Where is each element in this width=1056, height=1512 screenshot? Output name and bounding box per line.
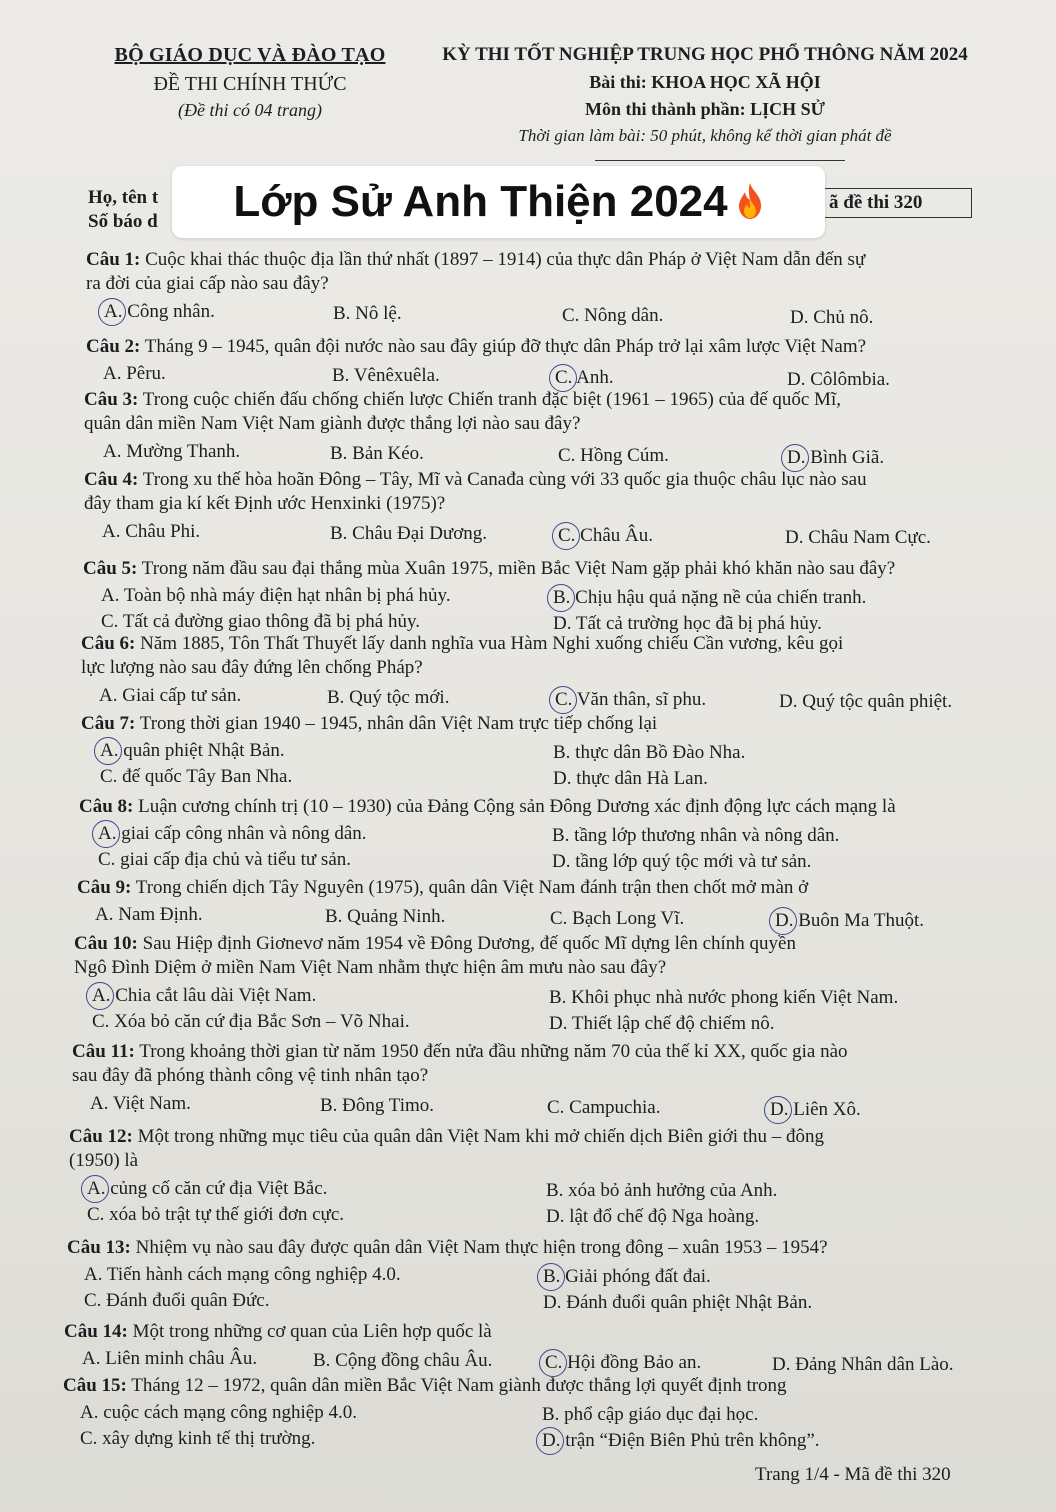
- answer-option-a: A. Việt Nam.: [90, 1093, 191, 1114]
- question-stem: [64, 1320, 492, 1344]
- question-2: [86, 335, 866, 359]
- question-text-continued: (1950) là: [69, 1150, 139, 1171]
- question-number: Câu 14:: [64, 1321, 128, 1342]
- answer-option-a: A. Mường Thanh.: [103, 441, 241, 462]
- question-number: Câu 13:: [67, 1237, 131, 1258]
- answer-option-b: B. Cộng đồng châu Âu.: [313, 1350, 493, 1371]
- answer-option-c-marked: C. Hội đồng Bảo an.: [545, 1352, 702, 1373]
- question-text-continued: sau đây đã phóng thành công vệ tinh nhân tạo?: [72, 1065, 429, 1086]
- page-count-note: (Đề thi có 04 trang): [178, 100, 322, 120]
- question-text: Sau Hiệp định Giơnevơ năm 1954 về Đông Dương, đế quốc Mĩ dựng lên chính quyền: [142, 933, 796, 954]
- question-number: Câu 6:: [81, 633, 136, 654]
- answer-option-d: D. tầng lớp quý tộc mới và tư sản.: [552, 851, 812, 872]
- answer-option-b: B. Đông Timo.: [320, 1095, 435, 1116]
- ministry-name: BỘ GIÁO DỤC VÀ ĐÀO TẠO: [114, 44, 386, 66]
- answer-option-c: C. Bạch Long Vĩ.: [550, 908, 685, 929]
- question-stem: [81, 712, 657, 736]
- question-text-continued: ra đời của giai cấp nào sau đây?: [86, 273, 329, 294]
- answer-option-d-marked: D. trận “Điện Biên Phủ trên không”.: [542, 1430, 820, 1451]
- question-stem: [77, 876, 808, 900]
- answer-option-d-marked: D. Liên Xô.: [770, 1099, 861, 1120]
- question-3: [84, 388, 841, 436]
- question-number: Câu 8:: [79, 796, 134, 817]
- answer-option-d-marked: D. Buôn Ma Thuột.: [775, 910, 925, 931]
- question-text-continued: Ngô Đình Diệm ở miền Nam Việt Nam nhằm thực hiện âm mưu nào sau đây?: [74, 957, 667, 978]
- question-text: Trong chiến dịch Tây Nguyên (1975), quân dân Việt Nam đánh trận then chốt mở màn ở: [135, 877, 809, 898]
- question-number: Câu 12:: [69, 1126, 133, 1147]
- question-text: Trong cuộc chiến đấu chống chiến lược Chiến tranh đặc biệt (1961 – 1965) của đế quốc Mĩ,: [142, 389, 841, 410]
- question-5: [83, 557, 895, 581]
- question-stem: [69, 1125, 824, 1149]
- answer-option-a-marked: A. củng cố căn cứ địa Việt Bắc.: [87, 1178, 328, 1199]
- question-text-continued: đây tham gia kí kết Định ước Henxinki (1975)?: [84, 493, 446, 514]
- answer-option-c-marked: C. Châu Âu.: [558, 525, 653, 546]
- question-number: Câu 2:: [86, 336, 141, 357]
- subject-name: Môn thi thành phần: LỊCH SỬ: [585, 99, 825, 119]
- answer-option-d: D. Tất cả trường học đã bị phá hủy.: [553, 613, 822, 634]
- question-text: Cuộc khai thác thuộc địa lần thứ nhất (1897 – 1914) của thực dân Pháp ở Việt Nam dẫn đến sự: [145, 249, 866, 270]
- answer-option-b: B. Nô lệ.: [333, 303, 402, 324]
- question-text-continued: quân dân miền Nam Việt Nam giành được thắng lợi nào sau đây?: [84, 413, 581, 434]
- answer-option-d: D. Đảng Nhân dân Lào.: [772, 1354, 954, 1375]
- exam-code-box: ã đề thi 320: [800, 188, 972, 218]
- question-11: [72, 1040, 848, 1088]
- question-stem: [83, 557, 895, 581]
- question-text-continued: lực lượng nào sau đây đứng lên chống Pháp?: [81, 657, 423, 678]
- answer-option-a: A. Liên minh châu Âu.: [82, 1348, 258, 1369]
- answer-option-a-marked: A. giai cấp công nhân và nông dân.: [98, 823, 367, 844]
- question-text: Trong năm đầu sau đại thắng mùa Xuân 1975, miền Bắc Việt Nam gặp phải khó khăn nào sau đây?: [141, 558, 896, 579]
- answer-option-c: C. Xóa bỏ căn cứ địa Bắc Sơn – Võ Nhai.: [92, 1011, 410, 1032]
- question-number: Câu 9:: [77, 877, 132, 898]
- answer-option-c: C. Nông dân.: [562, 305, 664, 326]
- question-14: [64, 1320, 492, 1344]
- answer-option-c: C. Tất cả đường giao thông đã bị phá hủy.: [101, 611, 421, 632]
- answer-option-d: D. thực dân Hà Lan.: [553, 768, 708, 789]
- answer-option-b: B. Khôi phục nhà nước phong kiến Việt Nam.: [549, 987, 899, 1008]
- answer-option-b: B. Vênêxuêla.: [332, 365, 440, 386]
- question-number: Câu 3:: [84, 389, 139, 410]
- answer-option-c: C. Hồng Cúm.: [558, 445, 669, 466]
- answer-option-c: C. giai cấp địa chủ và tiểu tư sản.: [98, 849, 352, 870]
- answer-option-a: A. Nam Định.: [95, 904, 203, 925]
- answer-option-b: B. Quảng Ninh.: [325, 906, 446, 927]
- question-1: [86, 248, 865, 296]
- question-number: Câu 1:: [86, 249, 141, 270]
- answer-option-a: A. Tiến hành cách mạng công nghiệp 4.0.: [84, 1264, 401, 1285]
- answer-option-b: B. Bản Kéo.: [330, 443, 424, 464]
- answer-option-a: A. Giai cấp tư sản.: [99, 685, 242, 706]
- answer-option-d: D. lật đổ chế độ Nga hoàng.: [546, 1206, 760, 1227]
- official-label: ĐỀ THI CHÍNH THỨC: [153, 73, 347, 95]
- answer-option-c: C. đế quốc Tây Ban Nha.: [100, 766, 293, 787]
- answer-option-b: B. Quý tộc mới.: [327, 687, 450, 708]
- exam-title: KỲ THI TỐT NGHIỆP TRUNG HỌC PHỔ THÔNG NĂM 2024: [442, 44, 968, 65]
- answer-option-b: B. Châu Đại Dương.: [330, 523, 488, 544]
- answer-option-b: B. tầng lớp thương nhân và nông dân.: [552, 825, 840, 846]
- question-8: [79, 795, 896, 819]
- candidate-id-label: Số báo d: [88, 211, 158, 232]
- question-stem: [84, 468, 867, 492]
- question-number: Câu 7:: [81, 713, 136, 734]
- question-text: Trong khoảng thời gian từ năm 1950 đến nửa đầu những năm 70 của thế kỉ XX, quốc gia nào: [139, 1041, 848, 1062]
- question-number: Câu 10:: [74, 933, 138, 954]
- answer-option-c: C. xóa bỏ trật tự thế giới đơn cực.: [87, 1204, 345, 1225]
- question-stem: [67, 1236, 828, 1260]
- answer-option-d-marked: D. Bình Giã.: [787, 447, 885, 468]
- answer-option-b: B. xóa bỏ ảnh hưởng của Anh.: [546, 1180, 778, 1201]
- question-text: Tháng 12 – 1972, quân dân miền Bắc Việt Nam giành được thắng lợi quyết định trong: [131, 1375, 787, 1396]
- question-9: [77, 876, 808, 900]
- answer-option-c-marked: C. Anh.: [555, 367, 614, 388]
- question-12: [69, 1125, 824, 1173]
- question-text: Năm 1885, Tôn Thất Thuyết lấy danh nghĩa vua Hàm Nghi xuống chiếu Cần vương, kêu gọi: [140, 633, 844, 654]
- answer-option-d: D. Châu Nam Cực.: [785, 527, 931, 548]
- question-text: Nhiệm vụ nào sau đây được quân dân Việt Nam thực hiện trong đông – xuân 1953 – 1954?: [135, 1237, 828, 1258]
- answer-option-b-marked: B. Giải phóng đất đai.: [543, 1266, 711, 1287]
- answer-option-a: A. cuộc cách mạng công nghiệp 4.0.: [80, 1402, 357, 1423]
- question-10: [74, 932, 796, 980]
- test-name: Bài thi: KHOA HỌC XÃ HỘI: [589, 72, 821, 92]
- question-stem: [72, 1040, 848, 1064]
- answer-option-c-marked: C. Văn thân, sĩ phu.: [555, 689, 707, 710]
- question-stem: [86, 248, 865, 272]
- question-6: [81, 632, 843, 680]
- answer-option-a: A. Pêru.: [103, 363, 166, 384]
- time-note: Thời gian làm bài: 50 phút, không kể thời gian phát đề: [518, 126, 892, 145]
- answer-option-a-marked: A. quân phiệt Nhật Bản.: [100, 740, 285, 761]
- question-stem: [81, 632, 843, 656]
- answer-option-d: D. Côlômbia.: [787, 369, 890, 390]
- answer-option-a-marked: A. Công nhân.: [104, 301, 215, 322]
- question-text: Trong xu thế hòa hoãn Đông – Tây, Mĩ và Canađa cùng với 33 quốc gia thuộc châu lục nào sau: [142, 469, 867, 490]
- question-number: Câu 5:: [83, 558, 138, 579]
- question-4: [84, 468, 867, 516]
- question-text: Tháng 9 – 1945, quân đội nước nào sau đây giúp đỡ thực dân Pháp trở lại xâm lược Việt Nam?: [144, 336, 867, 357]
- question-text: Một trong những cơ quan của Liên hợp quốc là: [132, 1321, 492, 1342]
- question-stem: [74, 932, 796, 956]
- question-15: [63, 1374, 787, 1398]
- answer-option-c: C. xây dựng kinh tế thị trường.: [80, 1428, 316, 1449]
- answer-option-c: C. Đánh đuổi quân Đức.: [84, 1290, 270, 1311]
- question-stem: [86, 335, 866, 359]
- question-stem: [63, 1374, 787, 1398]
- question-number: Câu 15:: [63, 1375, 127, 1396]
- answer-option-b: B. thực dân Bồ Đào Nha.: [553, 742, 746, 763]
- question-text: Một trong những mục tiêu của quân dân Việt Nam khi mở chiến dịch Biên giới thu – đông: [137, 1126, 825, 1147]
- candidate-name-label: Họ, tên t: [88, 187, 159, 208]
- answer-option-d: D. Thiết lập chế độ chiếm nô.: [549, 1013, 775, 1034]
- question-13: [67, 1236, 828, 1260]
- answer-option-d: D. Quý tộc quân phiệt.: [779, 691, 953, 712]
- answer-option-b-marked: B. Chịu hậu quả nặng nề của chiến tranh.: [553, 587, 867, 608]
- question-7: [81, 712, 657, 736]
- answer-option-d: D. Đánh đuổi quân phiệt Nhật Bản.: [543, 1292, 813, 1313]
- overlay-text: Lớp Sử Anh Thiện 2024: [233, 177, 728, 226]
- question-text: Trong thời gian 1940 – 1945, nhân dân Việt Nam trực tiếp chống lại: [139, 713, 658, 734]
- answer-option-c: C. Campuchia.: [547, 1097, 661, 1118]
- answer-option-a: A. Toàn bộ nhà máy điện hạt nhân bị phá hủy.: [101, 585, 451, 606]
- page-footer: Trang 1/4 - Mã đề thi 320: [755, 1464, 951, 1485]
- question-stem: [79, 795, 896, 819]
- answer-option-a-marked: A. Chia cắt lâu dài Việt Nam.: [92, 985, 317, 1006]
- question-text: Luận cương chính trị (10 – 1930) của Đảng Cộng sản Đông Dương xác định động lực cách mạng là: [138, 796, 896, 817]
- answer-option-d: D. Chủ nô.: [790, 307, 874, 328]
- answer-option-a: A. Châu Phi.: [102, 521, 201, 542]
- question-number: Câu 11:: [72, 1041, 135, 1062]
- question-stem: [84, 388, 841, 412]
- answer-option-b: B. phổ cập giáo dục đại học.: [542, 1404, 759, 1425]
- question-number: Câu 4:: [84, 469, 139, 490]
